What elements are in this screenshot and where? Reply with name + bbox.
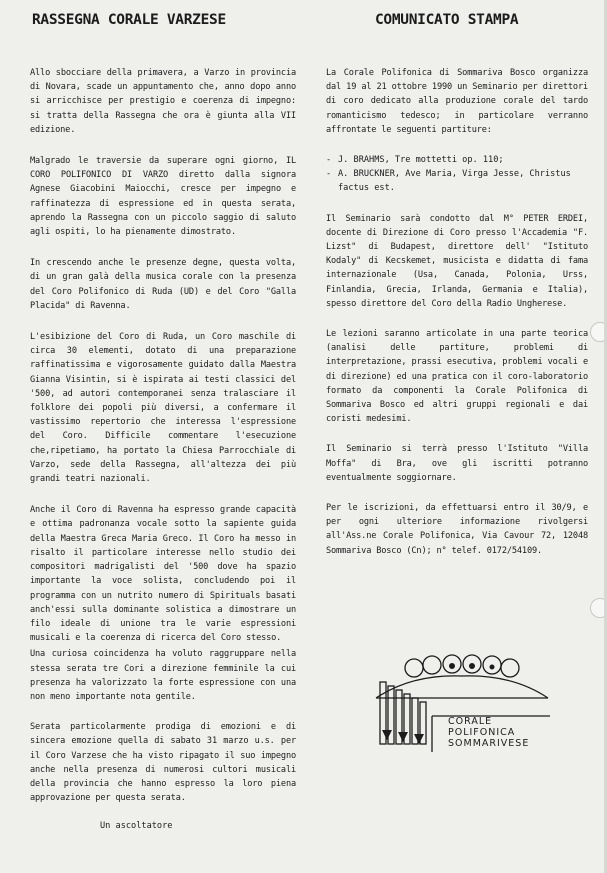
right-paragraph-5: Per le iscrizioni, da effettuarsi entro il 30/9, e per ogni ulteriore informazione rivolgersi all'Ass.ne Corale Polifonica, Via Cavour 72, 12048 Sommariva Bosco (Cn); n° telef. 0172/54109. <box>326 503 588 556</box>
right-paragraph-2: Il Seminario sarà condotto dal M° PETER ERDEI, docente di Direzione di Coro presso l'Accademia "F. Lizst" di Budapest, direttore dell' "Istituto Kodaly" di Kecskemet, musicista e didatta di fama internazionale (Usa, Canada, Polonia, Urss, Finlandia, Grecia, Irlanda, Germania e Italia), spesso direttore del Coro della Radio Ungherese. <box>326 213 588 309</box>
left-article-title: RASSEGNA CORALE VARZESE <box>32 12 226 28</box>
left-paragraph-7: Serata particolarmente prodiga di emozioni e di sincera emozione quella di sabato 31 marzo u.s. per il Coro Varzese che ha visto ripagato il suo impegno anche nella presenza di numerosi cultori musicali della provincia che hanno espresso la loro piena approvazione per questa serata. <box>30 722 296 804</box>
list-item: - J. BRAHMS, Tre mottetti op. 110; <box>326 153 588 167</box>
right-paragraph-1: La Corale Polifonica di Sommariva Bosco organizza dal 19 al 21 ottobre 1990 un Seminario per direttori di coro dedicato alla produzione corale del tardo romanticismo tedesco; in particolare verranno affrontate le seguenti partiture: <box>326 68 588 135</box>
right-article-title: COMUNICATO STAMPA <box>375 12 519 28</box>
list-item: - A. BRUCKNER, Ave Maria, Virga Jesse, Christus factus est. <box>326 167 588 195</box>
logo-line-3: SOMMARIVESE <box>448 738 530 749</box>
left-paragraph-5: Anche il Coro di Ravenna ha espresso grande capacità e ottima padronanza vocale sotto la sapiente guida della Maestra Greca Maria Greco. Il Coro ha messo in risalto il particolare interesse nello studio dei compositori madrigalisti del '500 dove ha spazio importante la voce solista, concludendo poi il programma con un nutrito numero di Spirituals basati anch'essi sulla dominante solistica a dimostrare un filo ideale di unione tra le varie espressioni musicali e la coerenza di ricerca del Coro stesso. <box>30 505 296 644</box>
repertoire-list <box>326 153 588 196</box>
right-paragraph-4: Il Seminario si terrà presso l'Istituto "Villa Moffa" di Bra, ove gli iscritti potranno eventualmente soggiornare. <box>326 444 588 483</box>
list-item-text: A. BRUCKNER, Ave Maria, Virga Jesse, Christus factus est. <box>338 169 571 194</box>
right-paragraph-3: Le lezioni saranno articolate in una parte teorica (analisi delle partiture, problemi di interpretazione, prassi esecutiva, problemi vocali e di direzione) ed una pratica con il coro-laboratorio formato da componenti la Corale Polifonica di Sommariva Bosco ed altri gruppi regionali e dai coristi medesimi. <box>326 329 588 425</box>
list-item-text: J. BRAHMS, Tre mottetti op. 110; <box>338 155 504 166</box>
signature: Un ascoltatore <box>100 821 173 832</box>
logo-line-2: POLIFONICA <box>448 727 516 738</box>
left-paragraph-3: In crescendo anche le presenze degne, questa volta, di un gran galà della musica corale con la presenza del Coro Polifonico di Ruda (UD) e del Coro "Galla Placida" di Ravenna. <box>30 258 296 311</box>
left-paragraph-1: Allo sbocciare della primavera, a Varzo in provincia di Novara, scade un appuntamento che, anno dopo anno si arricchisce per prestigio e coerenza di impegno: si tratta della Rassegna che ora è giunta alla VII edizione. <box>30 68 296 135</box>
left-paragraph-6: Una curiosa coincidenza ha voluto raggruppare nella stessa serata tre Cori a direzione femminile la cui presenza ha valorizzato la forte espressione con una non meno importante nota gentile. <box>30 649 296 702</box>
right-column <box>326 6 588 558</box>
logo-text <box>448 716 529 749</box>
left-column <box>30 6 296 831</box>
left-paragraph-2: Malgrado le traversie da superare ogni giorno, IL CORO POLIFONICO DI VARZO diretto dalla signora Agnese Giacobini Maiocchi, cresce per impegno e raffinatezza di espressione ed in questa serata, aprendo la Rassegna con un piccolo saggio di saluto agli ospiti, lo ha pienamente dimostrato. <box>30 156 296 238</box>
left-paragraph-4: L'esibizione del Coro di Ruda, un Coro maschile di circa 30 elementi, dotato di una preparazione raffinatissima e vigorosamente guidato dalla Maestra Gianna Visintin, si è ispirata ai testi classici del '500, ad autori contemporanei senza tralasciare il folklore dei popoli più diversi, a confermare il vastissimo repertorio che interessa l'espressione del Coro. Difficile commentare l'esecuzione che,ripetiamo, ha portato la Chiesa Parrocchiale di Varzo, sede della Rassegna, all'altezza dei più grandi teatri nazionali. <box>30 332 296 485</box>
logo-line-1: CORALE <box>448 716 493 727</box>
